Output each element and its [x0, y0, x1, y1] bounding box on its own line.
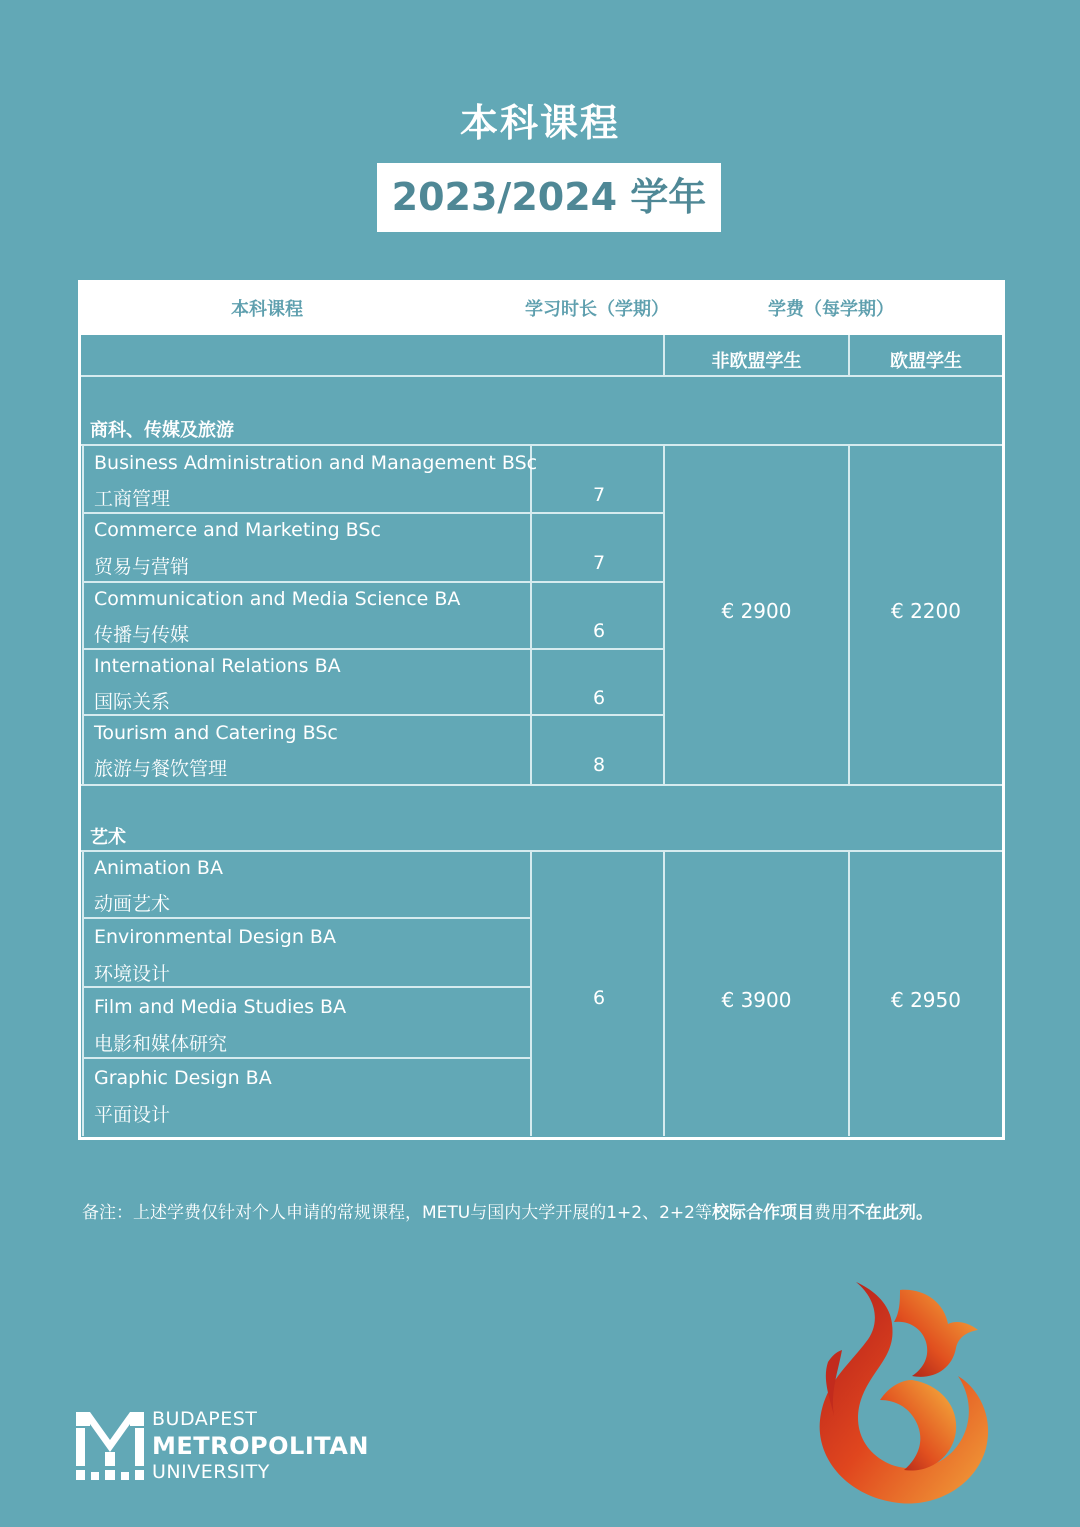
footnote-text: 备注：上述学费仅针对个人申请的常规课程，METU与国内大学开展的1+2、2+2等	[82, 1203, 712, 1223]
semester-count: 6	[592, 620, 606, 642]
fee-eu: € 2950	[891, 988, 961, 1012]
program-name-en: Environmental Design BA	[94, 926, 336, 948]
section-title-business: 商科、传媒及旅游	[90, 420, 234, 441]
divider	[81, 444, 1002, 446]
divider	[82, 512, 665, 514]
header-non-eu: 非欧盟学生	[711, 351, 802, 372]
program-name-en: Film and Media Studies BA	[94, 996, 347, 1018]
header-program: 本科课程	[231, 299, 303, 320]
footnote-bold: 不在此列。	[848, 1203, 933, 1223]
fee-non-eu: € 3900	[721, 988, 792, 1012]
university-name	[152, 1410, 369, 1482]
program-name-zh: 国际关系	[94, 691, 171, 713]
semester-count: 8	[592, 754, 606, 776]
logo-line-budapest: BUDAPEST	[152, 1408, 258, 1430]
divider	[82, 1057, 531, 1059]
divider	[82, 446, 84, 784]
program-name-zh: 工商管理	[94, 488, 171, 510]
section-title-arts: 艺术	[90, 827, 126, 848]
program-name-en: Business Administration and Management BSc	[94, 452, 538, 474]
semester-count: 7	[592, 484, 606, 506]
header-eu: 欧盟学生	[890, 351, 962, 372]
divider	[82, 917, 531, 919]
logo-line-university: UNIVERSITY	[152, 1461, 270, 1483]
semester-count: 6	[592, 687, 606, 709]
divider	[82, 648, 665, 650]
program-name-en: Tourism and Catering BSc	[94, 722, 338, 744]
header-fee: 学费（每学期）	[768, 299, 894, 320]
fee-eu: € 2200	[891, 599, 961, 623]
page-title: 本科课程	[459, 101, 620, 145]
metu-logo-icon	[76, 1410, 144, 1482]
divider	[82, 714, 665, 716]
program-name-zh: 环境设计	[94, 963, 171, 985]
program-name-zh: 动画艺术	[94, 893, 171, 915]
logo-line-metropolitan: METROPOLITAN	[152, 1432, 369, 1460]
fee-non-eu: € 2900	[721, 599, 792, 623]
semester-count: 6	[592, 987, 606, 1009]
divider	[81, 784, 1002, 786]
phoenix-icon	[808, 1280, 998, 1510]
header-duration: 学习时长（学期）	[525, 299, 669, 320]
semester-count: 7	[592, 552, 606, 574]
program-name-zh: 传播与传媒	[94, 624, 190, 646]
program-name-zh: 电影和媒体研究	[94, 1033, 228, 1055]
table-header	[81, 283, 1002, 335]
divider	[82, 581, 665, 583]
footnote	[82, 1198, 933, 1223]
footnote-text: 费用	[814, 1203, 848, 1223]
program-name-en: International Relations BA	[94, 655, 341, 677]
program-name-en: Animation BA	[94, 857, 223, 879]
program-name-zh: 贸易与营销	[94, 556, 190, 578]
program-name-en: Graphic Design BA	[94, 1067, 272, 1089]
program-name-zh: 平面设计	[94, 1104, 171, 1126]
program-name-zh: 旅游与餐饮管理	[94, 758, 228, 780]
academic-year-badge: 2023/2024 学年	[377, 163, 721, 232]
divider	[81, 375, 1002, 377]
divider	[81, 850, 1002, 852]
footnote-bold: 校际合作项目	[712, 1203, 814, 1223]
divider	[82, 986, 531, 988]
program-name-en: Communication and Media Science BA	[94, 588, 461, 610]
program-name-en: Commerce and Marketing BSc	[94, 519, 381, 541]
divider	[82, 852, 84, 1136]
